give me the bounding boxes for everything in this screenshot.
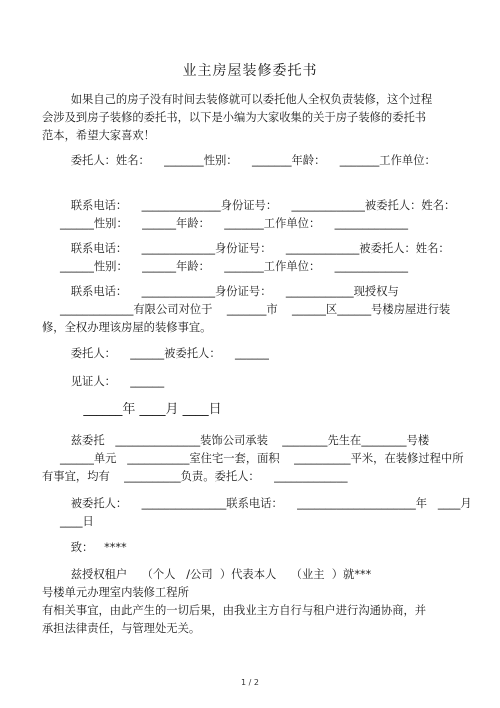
agent-contact-line-1: 被委托人： _______________联系电话： _____________________年 ____月 — [42, 497, 472, 510]
salutation-line: 致： **** — [42, 541, 127, 554]
signature-line: 委托人： ______被委托人： ______ — [42, 347, 269, 360]
intro-line-1: 如果自己的房子没有时间去装修就可以委托他人全权负责装修，这个过程 — [42, 93, 433, 106]
agent-info-line-3: 联系电话： _____________身份证号： _____________被委托人：姓名： — [42, 242, 450, 255]
commission-line-3: 有事宜，均有 __________负责。委托人： _____________ — [42, 470, 348, 483]
agent-contact-line-2: ____日 — [42, 515, 94, 528]
date-line: ______年 ____月 ____日 — [42, 402, 222, 417]
intro-line-2: 会涉及到房子装修的委托书，以下是小编为大家收集的关于房子装修的委托书 — [42, 111, 427, 124]
authorization-line-1: 联系电话： _____________身份证号： ____________现授权与 — [42, 285, 399, 298]
tenant-authorization-line-1: 兹授权租户 （个人 /公司 ）代表本人 （业主 ）就*** — [42, 568, 372, 581]
agent-info-line-4: ______性别： ______年龄： _______工作单位： _____________ — [42, 260, 409, 273]
tenant-authorization-line-4: 承担法律责任，与管理处无关。 — [42, 622, 201, 635]
tenant-authorization-line-3: 有相关事宜，由此产生的一切后果，由我业主方自行与租户进行沟通协商，并 — [42, 604, 427, 617]
page-number: 1 / 2 — [241, 678, 259, 687]
commission-line-1: 兹委托 _______________装饰公司承装 ________先生在________号楼 — [42, 434, 430, 447]
tenant-authorization-line-2: 号楼单元办理室内装修工程所 — [42, 586, 189, 599]
intro-line-3: 范本，希望大家喜欢！ — [42, 129, 155, 142]
agent-info-line-1: 联系电话： ______________身份证号： _____________被委托人：姓名： — [42, 199, 456, 212]
authorization-line-2: _____________有限公司对位于 _______市 ______区______号楼房屋进行装 — [42, 303, 451, 316]
agent-info-line-2: ______性别： ______年龄： _______工作单位： _____________ — [42, 217, 409, 230]
principal-info-line: 委托人：姓名： _______性别： _______年龄： _______工作单位： — [42, 154, 436, 167]
commission-line-2: ______单元 ___________室住宅一套，面积 __________平米，在装修过程中所 — [42, 452, 464, 465]
document-title: 业主房屋装修委托书 — [182, 63, 318, 79]
authorization-line-3: 修，全权办理该房屋的装修事宜。 — [42, 321, 212, 334]
witness-line: 见证人： ______ — [42, 375, 165, 388]
